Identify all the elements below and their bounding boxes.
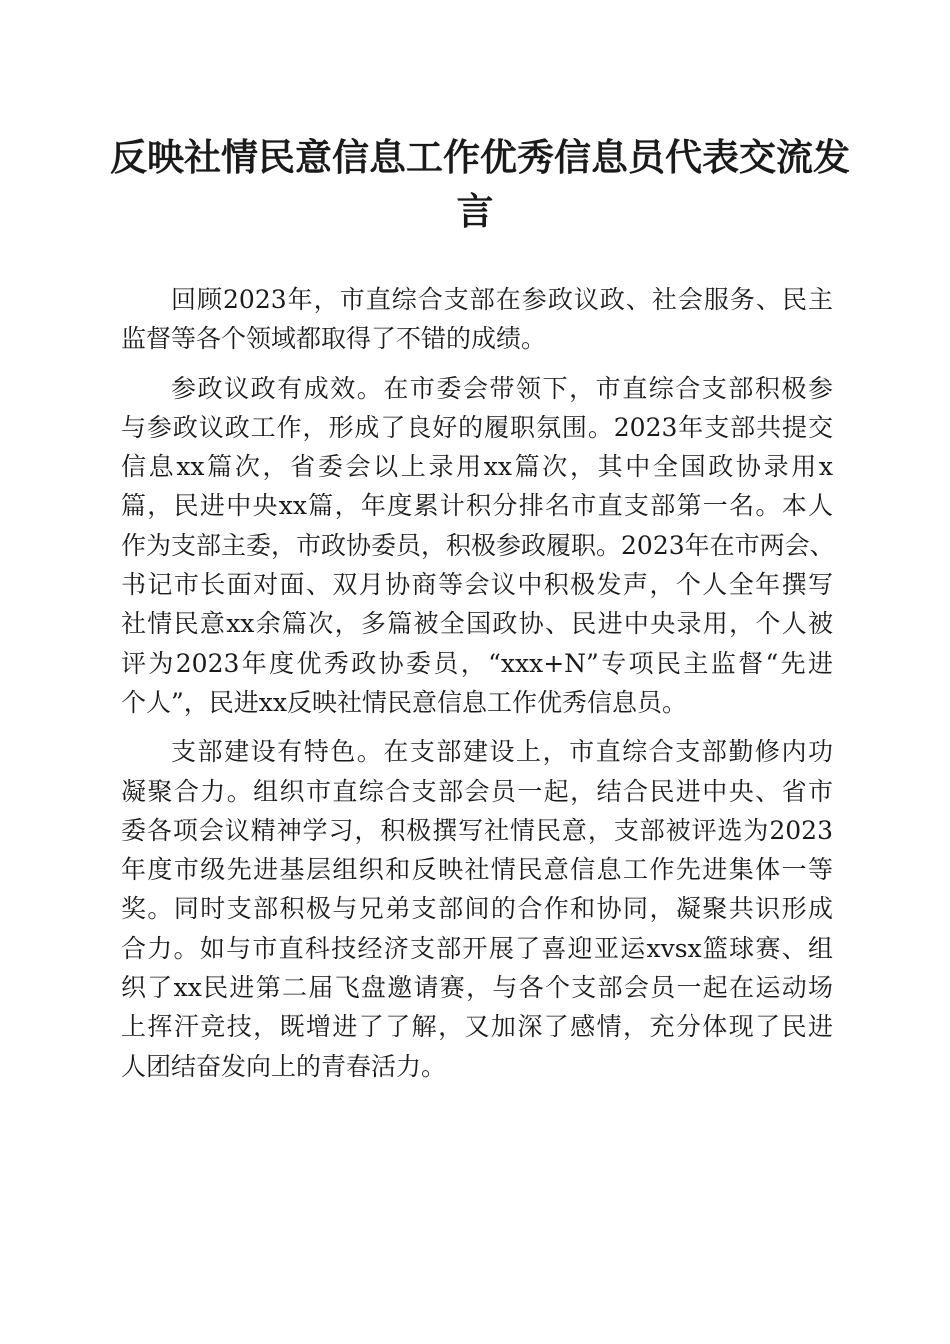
- text-line: 合力。如与市直科技经济支部开展了喜迎亚运xvsx篮球赛、组: [121, 933, 833, 963]
- document-title: [110, 130, 850, 238]
- text-line: 书记市长面对面、双月协商等会议中积极发声，个人全年撰写: [121, 570, 833, 600]
- text-line: 社情民意xx余篇次，多篇被全国政协、民进中央录用，个人被: [121, 609, 833, 639]
- text-line: 委各项会议精神学习，积极撰写社情民意，支部被评选为2023: [121, 815, 833, 845]
- title-line: 反映社情民意信息工作优秀信息员代表交流发: [110, 135, 850, 179]
- paragraph-branch-building: [121, 732, 833, 1086]
- text-line: 监督等各个领域都取得了不错的成绩。: [121, 324, 547, 354]
- text-line: 与参政议政工作，形成了良好的履职氛围。2023年支部共提交: [121, 412, 833, 442]
- title-line: 言: [456, 189, 494, 233]
- text-line: 参政议政有成效。在市委会带领下，市直综合支部积极参: [171, 373, 833, 403]
- text-line: 人团结奋发向上的青春活力。: [121, 1051, 447, 1081]
- paragraph-participation: [121, 369, 833, 723]
- text-line: 织了xx民进第二届飞盘邀请赛，与各个支部会员一起在运动场: [121, 973, 833, 1003]
- text-line: 凝聚合力。组织市直综合支部会员一起，结合民进中央、省市: [121, 776, 833, 806]
- paragraph-review: [121, 280, 833, 359]
- text-line: 篇，民进中央xx篇，年度累计积分排名市直支部第一名。本人: [121, 491, 833, 521]
- text-line: 作为支部主委，市政协委员，积极参政履职。2023年在市两会、: [121, 530, 835, 560]
- text-line: 奖。同时支部积极与兄弟支部间的合作和协同，凝聚共识形成: [121, 894, 833, 924]
- text-line: 评为2023年度优秀政协委员，“xxx+N”专项民主监督“先进: [121, 648, 833, 678]
- text-line: 支部建设有特色。在支部建设上，市直综合支部勤修内功: [171, 737, 833, 767]
- text-line: 信息xx篇次，省委会以上录用xx篇次，其中全国政协录用x: [121, 452, 833, 482]
- text-line: 年度市级先进基层组织和反映社情民意信息工作先进集体一等: [121, 855, 833, 885]
- text-line: 个人”，民进xx反映社情民意信息工作优秀信息员。: [121, 687, 687, 717]
- text-line: 回顾2023年，市直综合支部在参政议政、社会服务、民主: [171, 285, 833, 314]
- document-body: [121, 280, 833, 1086]
- text-line: 上挥汗竞技，既增进了了解，又加深了感情，充分体现了民进: [121, 1012, 833, 1042]
